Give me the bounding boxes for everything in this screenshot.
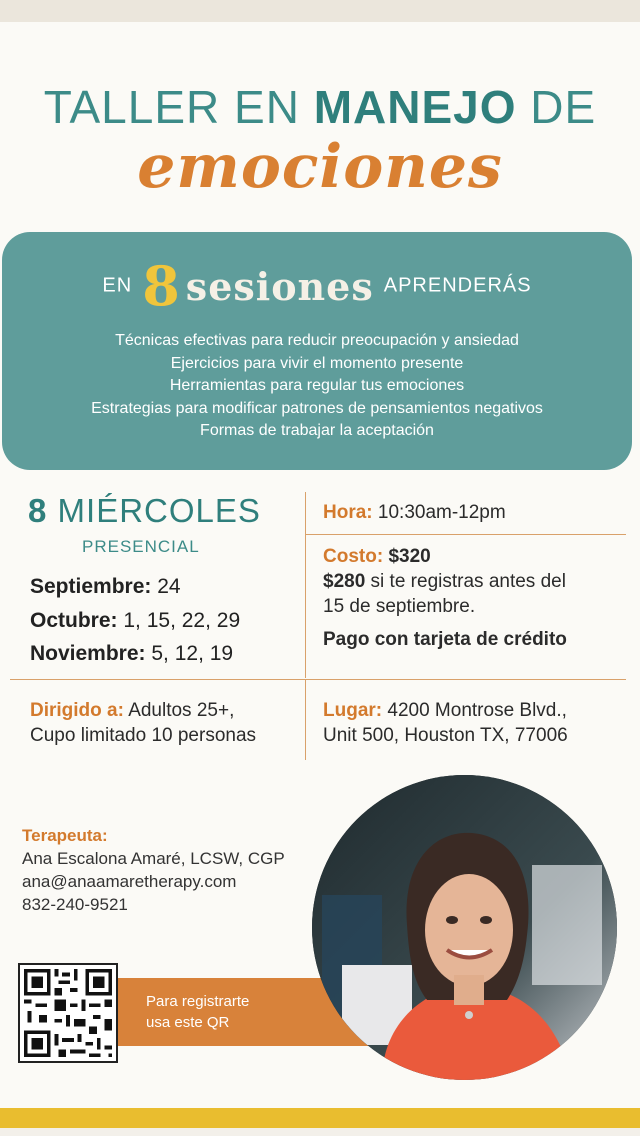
title-emociones: emociones [137,132,503,202]
days-title [28,492,261,530]
register-line-1: Para registrarte [146,993,250,1010]
dates-item [30,570,240,604]
benefits-list [2,330,632,443]
sessions-suffix: APRENDERÁS [383,274,532,297]
row-divider-hour [306,534,626,535]
month-label: Noviembre: [30,642,146,665]
column-divider-top [305,492,306,678]
place-info [323,698,568,748]
dates-item [30,637,240,671]
place-value: 4200 Montrose Blvd., [387,700,567,721]
audience-label: Dirigido a: [30,700,124,721]
cost-info [323,544,567,652]
place-value-2: Unit 500, Houston TX, 77006 [323,725,568,746]
portrait-illustration [312,775,617,1080]
audience-line [30,698,256,723]
sessions-prefix: EN [102,274,133,297]
therapist-phone[interactable]: 832-240-9521 [22,895,128,914]
early-price: $280 [323,571,366,592]
month-label: Septiembre: [30,575,152,598]
audience-value: Adultos 25+, [128,700,235,721]
benefit-item: Herramientas para regular tus emociones [169,377,465,394]
hour-label: Hora: [323,502,373,523]
register-line-2: usa este QR [146,1014,230,1031]
hour-value: 10:30am-12pm [377,502,506,523]
sessions-heading [2,254,632,318]
bottom-band-edge [0,1128,640,1136]
sessions-word: sesiones [185,263,374,309]
early-price-line [323,569,567,594]
sessions-panel [2,232,632,470]
audience-info [30,698,256,748]
qr-code[interactable] [18,963,118,1063]
top-band [0,0,640,22]
title-taller-en: TALLER EN [43,81,314,133]
sessions-number: 8 [142,254,180,318]
modality: PRESENCIAL [82,537,200,556]
therapist-block [22,825,285,916]
place-label: Lugar: [323,700,383,721]
benefit-item: Estrategias para modificar patrones de pensamientos negativos [91,399,543,417]
cost-line [323,544,567,569]
qr-pattern [20,965,116,1061]
title-manejo: MANEJO [313,81,517,133]
audience-capacity: Cupo limitado 10 personas [30,725,257,746]
early-text-2: 15 de septiembre. [323,596,476,617]
cost-price: $320 [388,546,431,567]
title-de: DE [516,81,597,133]
month-days: 1, 15, 22, 29 [123,608,241,632]
cost-label: Costo: [323,546,384,567]
days-count: 8 [28,492,48,529]
month-label: Octubre: [30,608,118,632]
therapist-label: Terapeuta: [22,826,108,845]
month-days: 5, 12, 19 [151,642,234,665]
therapist-photo [312,775,617,1080]
dates-list [30,570,240,671]
benefit-item: Formas de trabajar la aceptación [200,422,434,439]
benefit-item: Ejercicios para vivir el momento presente [170,354,464,372]
therapist-email[interactable]: ana@anaamaretherapy.com [22,872,237,891]
payment-method: Pago con tarjeta de crédito [323,629,567,650]
place-line [323,698,568,723]
column-divider-bottom [305,680,306,760]
register-text [146,991,249,1033]
month-days: 24 [157,575,181,598]
title-line-1 [0,80,640,134]
row-divider-main [10,679,626,680]
early-text-1: si te registras antes del [365,571,566,592]
benefit-item: Técnicas efectivas para reducir preocupación y ansiedad [115,332,519,349]
therapist-name: Ana Escalona Amaré, LCSW, CGP [22,849,285,868]
days-name: MIÉRCOLES [57,492,261,529]
dates-item [30,604,240,638]
hour-info [323,500,506,525]
